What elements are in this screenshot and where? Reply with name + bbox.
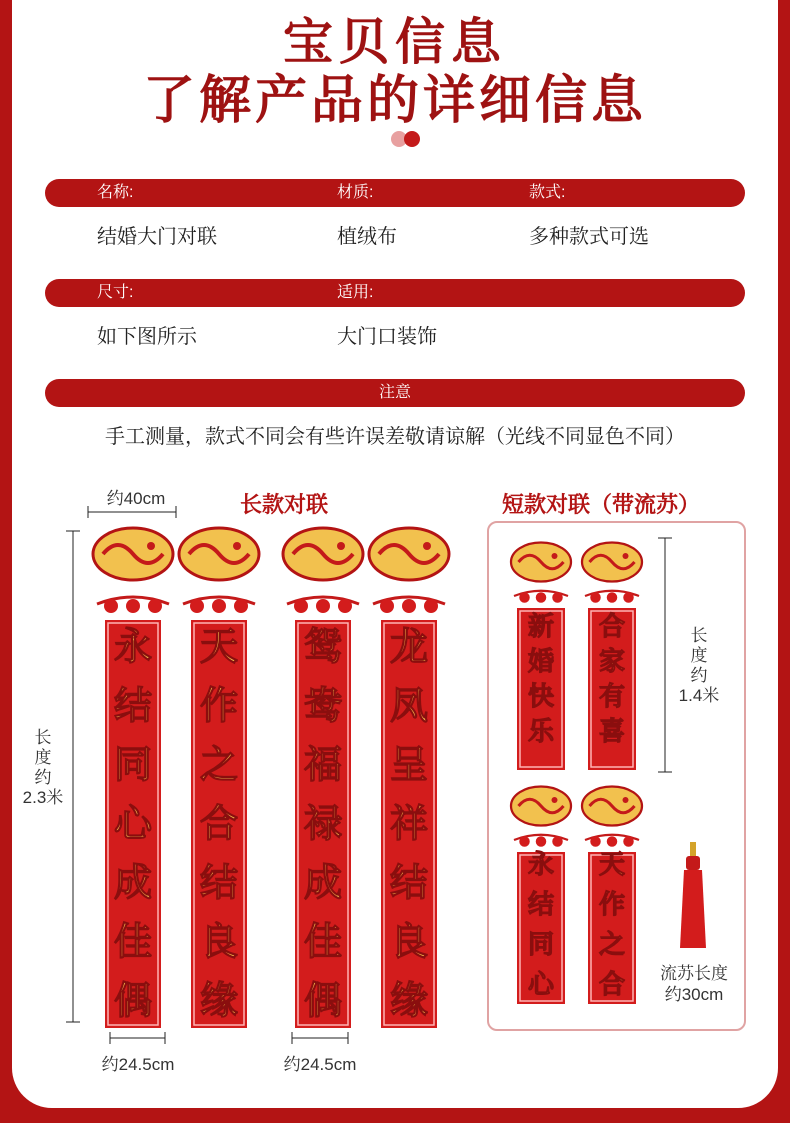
dragon-eye — [423, 542, 431, 550]
couplet-char: 喜 — [598, 717, 626, 747]
value-size: 如下图所示 — [97, 326, 197, 348]
couplet-char: 祥 — [389, 800, 429, 846]
dragon-eye — [552, 553, 558, 559]
flower-icon — [623, 836, 634, 847]
couplet-char: 结 — [389, 859, 429, 905]
couplet-char: 结 — [113, 682, 153, 728]
couplet-char: 同 — [527, 930, 555, 960]
couplet-char: 缘 — [199, 977, 239, 1023]
flower-icon — [536, 836, 547, 847]
short-length-char: 长 — [690, 626, 708, 645]
dragon-eye — [233, 542, 241, 550]
couplet-char: 佳 — [113, 918, 153, 964]
flower-icon — [104, 599, 118, 613]
long-length-value: 2.3米 — [22, 788, 64, 807]
flower-icon — [316, 599, 330, 613]
couplet-char: 婚 — [527, 647, 555, 677]
long-bottom-width-1: 约24.5cm — [101, 1055, 175, 1074]
flower-icon — [338, 599, 352, 613]
long-width-label: 约40cm — [106, 489, 166, 508]
flower-icon — [212, 599, 226, 613]
flower-icon — [190, 599, 204, 613]
flower-icon — [519, 836, 530, 847]
couplet-char: 永 — [113, 623, 153, 669]
couplet-char: 作 — [598, 890, 626, 920]
couplet-char: 有 — [598, 682, 626, 712]
value-usage: 大门口装饰 — [337, 326, 437, 348]
flower-icon — [148, 599, 162, 613]
notice-text: 手工测量，款式不同会有些许误差敬请谅解（光线不同显色不同） — [105, 426, 685, 448]
couplet-char: 偶 — [113, 977, 153, 1023]
long-length-char: 长 — [34, 728, 52, 747]
flower-icon — [402, 599, 416, 613]
couplet-char: 鸳 — [303, 623, 343, 669]
value-material: 植绒布 — [337, 226, 397, 248]
flower-icon — [126, 599, 140, 613]
couplet-char: 结 — [527, 890, 555, 920]
label-style: 款式: — [529, 184, 566, 201]
couplet-char: 合 — [598, 970, 626, 1000]
dragon-eye — [623, 797, 629, 803]
flower-icon — [607, 592, 618, 603]
flower-icon — [623, 592, 634, 603]
couplet-char: 新 — [527, 612, 555, 642]
couplet-char: 结 — [199, 859, 239, 905]
couplet-char: 同 — [113, 741, 153, 787]
page-title: 宝贝信息 — [283, 12, 507, 71]
couplet-char: 佳 — [303, 918, 343, 964]
long-bottom-width-2: 约24.5cm — [283, 1055, 357, 1074]
label-name: 名称: — [97, 184, 134, 201]
flower-icon — [552, 592, 563, 603]
tassel-icon — [680, 842, 706, 948]
couplet-char: 快 — [527, 682, 555, 712]
couplet-char: 作 — [199, 682, 239, 728]
couplet-char: 心 — [527, 970, 555, 1000]
flower-icon — [424, 599, 438, 613]
couplet-char: 龙 — [389, 623, 429, 669]
label-size: 尺寸: — [97, 284, 134, 301]
value-name: 结婚大门对联 — [97, 226, 217, 248]
flower-icon — [294, 599, 308, 613]
tassel-label-value: 约30cm — [664, 985, 724, 1004]
long-length-char: 度 — [34, 748, 52, 767]
dragon-eye — [337, 542, 345, 550]
flower-icon — [552, 836, 563, 847]
short-length-char: 度 — [690, 646, 708, 665]
dragon-eye — [623, 553, 629, 559]
couplet-char: 合 — [598, 612, 626, 642]
couplet-char: 家 — [598, 647, 626, 677]
value-style: 多种款式可选 — [529, 226, 649, 248]
couplet-char: 天 — [199, 623, 239, 669]
short-couplet-title: 短款对联（带流苏） — [502, 492, 701, 517]
couplet-char: 之 — [598, 930, 626, 960]
long-length-char: 约 — [34, 768, 52, 787]
couplet-char: 偶 — [303, 977, 343, 1023]
short-length-char: 约 — [690, 666, 708, 685]
dragon-eye — [147, 542, 155, 550]
couplet-char: 成 — [303, 859, 343, 905]
couplet-char: 福 — [303, 741, 343, 787]
couplet-char: 乐 — [527, 717, 555, 747]
couplet-char: 合 — [199, 800, 239, 846]
flower-icon — [590, 592, 601, 603]
couplet-char: 凤 — [389, 682, 429, 728]
couplet-char: 良 — [199, 918, 239, 964]
couplet-char: 心 — [113, 800, 153, 846]
flower-icon — [590, 836, 601, 847]
couplet-char: 呈 — [389, 741, 429, 787]
label-material: 材质: — [337, 184, 374, 201]
flower-icon — [607, 836, 618, 847]
page-subtitle: 了解产品的详细信息 — [142, 70, 647, 131]
flower-icon — [536, 592, 547, 603]
couplet-char: 成 — [113, 859, 153, 905]
couplet-char: 永 — [527, 850, 555, 880]
flower-icon — [519, 592, 530, 603]
couplet-char: 之 — [199, 741, 239, 787]
notice-label: 注意 — [378, 384, 411, 401]
short-length-value: 1.4米 — [678, 686, 720, 705]
flower-icon — [234, 599, 248, 613]
label-usage: 适用: — [337, 284, 374, 301]
couplet-char: 禄 — [303, 800, 343, 846]
couplet-char: 天 — [598, 850, 626, 880]
couplet-char: 缘 — [389, 977, 429, 1023]
long-couplet-title: 长款对联 — [240, 492, 329, 517]
flower-icon — [380, 599, 394, 613]
dragon-eye — [552, 797, 558, 803]
tassel-label-line: 流苏长度 — [660, 964, 728, 983]
couplet-char: 鸯 — [303, 682, 343, 728]
couplet-char: 良 — [389, 918, 429, 964]
